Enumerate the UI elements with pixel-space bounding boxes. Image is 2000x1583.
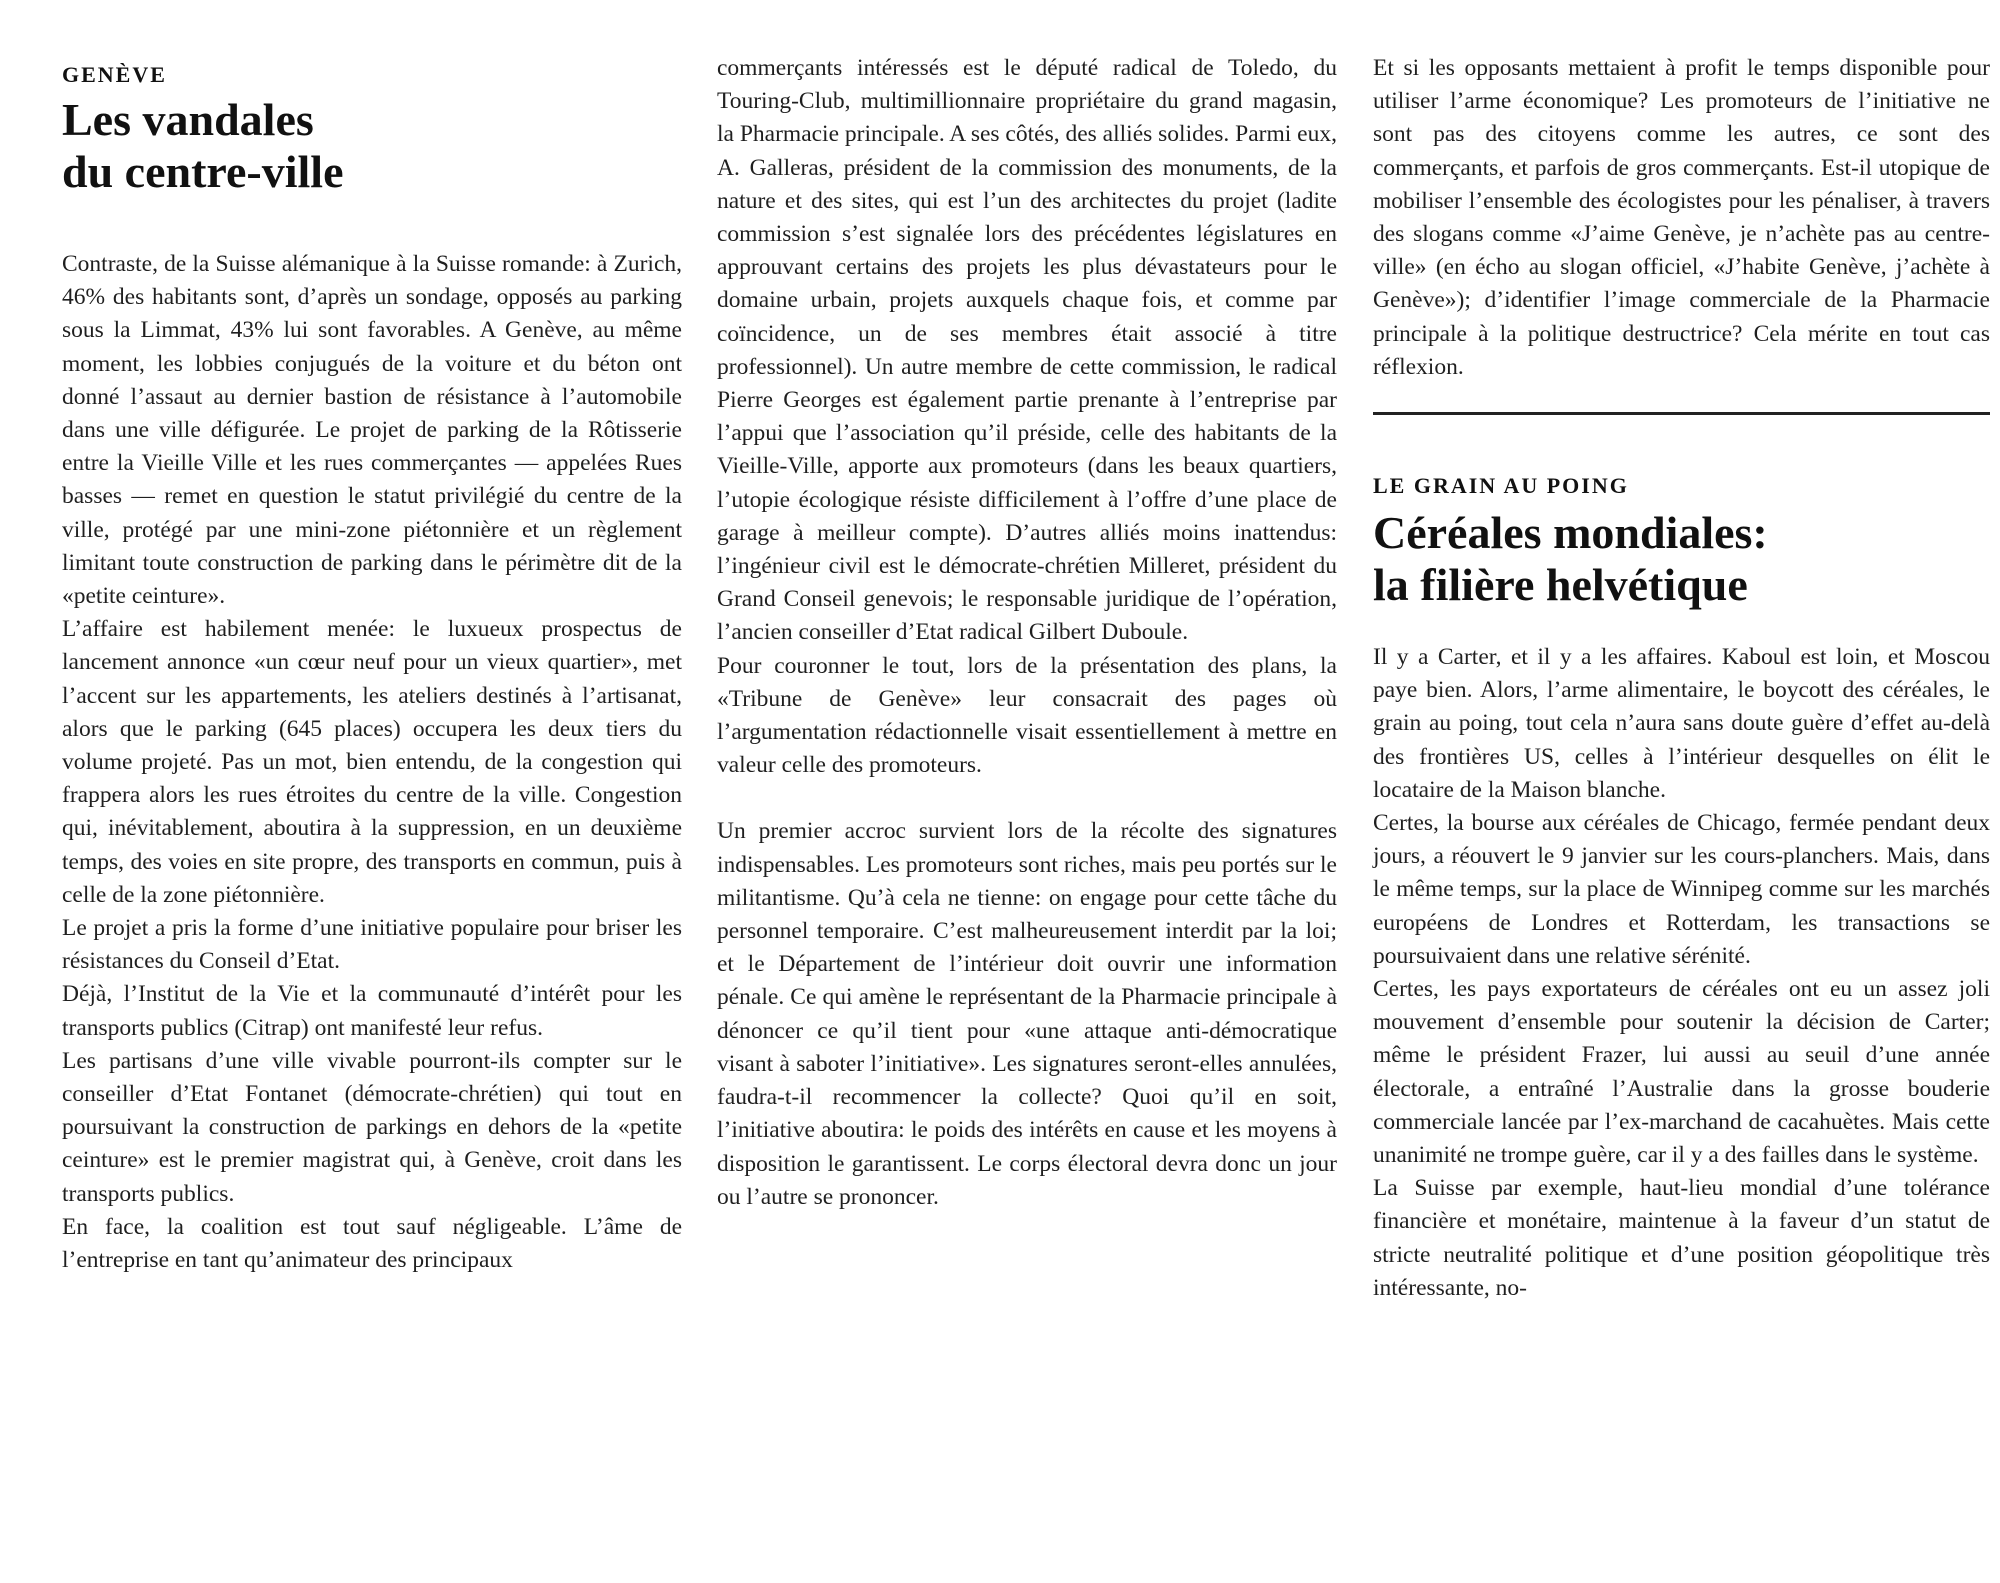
article-body <box>1373 52 1990 384</box>
paragraph: Pour couronner le tout, lors de la présentation des plans, la «Tribune de Genève» leur consacrait des pages où l’argumentation rédactionnelle visait essentiellement à mettre en valeur celle des promoteurs. <box>717 652 1337 779</box>
article-body <box>717 52 1337 1214</box>
paragraph: Certes, les pays exportateurs de céréales ont eu un assez joli mouvement d’ensemble pour soutenir la décision de Carter; même le président Frazer, lui aussi au seuil d’une année électorale, a entraîné l’Australie dans la grosse bouderie commerciale lancée par l’ex-marchand de cacahuètes. Mais cette unanimité ne trompe guère, car il y a des failles dans le système. <box>1373 976 1990 1169</box>
paragraph: Contraste, de la Suisse alémanique à la Suisse romande: à Zurich, 46% des habitants sont, d’après un sondage, opposés au parking sous la Limmat, 43% lui sont favorables. A Genève, au même moment, les lobbies conjugués de la voiture et du béton ont donné l’assaut au dernier bastion de résistance à l’automobile dans une ville défigurée. Le projet de parking de la Rôtisserie entre la Vieille Ville et les rues commerçantes — appelées Rues basses — remet en question le statut privilégié du centre de la ville, protégé par une mini-zone piétonnière et un règlement limitant toute construction de parking dans le périmètre dit de la «petite ceinture». <box>62 251 682 610</box>
headline-line: Céréales mondiales: <box>1373 507 1768 559</box>
paragraph: Et si les opposants mettaient à profit le temps disponible pour utiliser l’arme économique? Les promoteurs de l’initiative ne sont pas des citoyens comme les autres, ce sont des commerçants, et parfois de gros commerçants. Est-il utopique de mobiliser l’ensemble des écologistes pour les pénaliser, à travers des slogans comme «J’aime Genève, je n’achète pas au centre-ville» (en écho au slogan officiel, «J’habite Genève, j’achète à Genève»); d’identifier l’image commerciale de la Pharmacie principale à la politique destructrice? Cela mérite en tout cas réflexion. <box>1373 55 1990 380</box>
headline-line: Les vandales <box>62 94 314 145</box>
column-2 <box>717 52 1337 1214</box>
paragraph: Il y a Carter, et il y a les affaires. Kaboul est loin, et Moscou paye bien. Alors, l’arme alimentaire, le boycott des céréales, le grain au poing, tout cela n’aura sans doute guère d’effet au-delà des frontières US, celles à l’intérieur desquelles on élit le locataire de la Maison blanche. <box>1373 644 1990 803</box>
paragraph: En face, la coalition est tout sauf négligeable. L’âme de l’entreprise en tant qu’animateur des principaux <box>62 1213 682 1274</box>
paragraph: Un premier accroc survient lors de la récolte des signatures indispensables. Les promoteurs sont riches, mais peu portés sur le militantisme. Qu’à cela ne tienne: on engage pour cette tâche du personnel temporaire. C’est malheureusement interdit par la loi; et le Département de l’intérieur doit ouvrir une information pénale. Ce qui amène le représentant de la Pharmacie principale à dénoncer ce qu’il tient pour «une attaque anti-démocratique visant à saboter l’initiative». Les signatures seront-elles annulées, faudra-t-il recommencer la collecte? Quoi qu’il en soit, l’initiative aboutira: le poids des intérêts en cause et les moyens à disposition le garantissent. Le corps électoral devra donc un jour ou l’autre se prononcer. <box>717 818 1337 1210</box>
section-divider <box>1373 412 1990 415</box>
column-3 <box>1373 52 1990 1305</box>
paragraph: L’affaire est habilement menée: le luxueux prospectus de lancement annonce «un cœur neuf pour un vieux quartier», met l’accent sur les appartements, les ateliers destinés à l’artisanat, alors que le parking (645 places) occupera les deux tiers du volume projeté. Pas un mot, bien entendu, de la congestion qui frappera alors les rues étroites du centre de la ville. Congestion qui, inévitablement, aboutira à la suppression, en un deuxième temps, des voies en site propre, des transports en commun, puis à celle de la zone piétonnière. <box>62 616 682 908</box>
kicker-geneve: GENÈVE <box>62 62 167 87</box>
paragraph: commerçants intéressés est le député radical de Toledo, du Touring-Club, multimillionnaire propriétaire du grand magasin, la Pharmacie principale. A ses côtés, des alliés solides. Parmi eux, A. Galleras, président de la commission des monuments, de la nature et des sites, qui est l’un des architectes du projet (ladite commission s’est signalée lors des précédentes législatures en approuvant certains des projets les plus dévastateurs pour le domaine urbain, projets auxquels chaque fois, et comme par coïncidence, un de ses membres était associé à titre professionnel). Un autre membre de cette commission, le radical Pierre Georges est également partie prenante à l’entreprise par l’appui que l’association qu’il préside, celle des habitants de la Vieille-Ville, apporte aux promoteurs (dans les beaux quartiers, l’utopie écologique résiste difficilement à l’offre d’une place de garage à meilleur compte). D’autres alliés moins inattendus: l’ingénieur civil est le démocrate-chrétien Milleret, président du Grand Conseil genevois; le responsable juridique de l’opération, l’ancien conseiller d’Etat radical Gilbert Duboule. <box>717 55 1337 646</box>
column-1 <box>62 52 682 1277</box>
paragraph: Les partisans d’une ville vivable pourront-ils compter sur le conseiller d’Etat Fontanet (démocrate-chrétien) qui tout en poursuivant la construction de parkings en dehors de la «petite ceinture» est le premier magistrat qui, à Genève, croit dans les transports publics. <box>62 1047 682 1207</box>
headline-geneve <box>62 94 682 198</box>
article-body <box>1373 641 1990 1305</box>
paragraph: Certes, la bourse aux céréales de Chicago, fermée pendant deux jours, a réouvert le 9 janvier sur les cours-planchers. Mais, dans le même temps, sur la place de Winnipeg comme sur les marchés européens de Londres et Rotterdam, les transactions se poursuivaient dans une relative sérénité. <box>1373 810 1990 969</box>
headline-line: la filière helvétique <box>1373 559 1748 611</box>
paragraph-gap <box>717 782 1337 815</box>
headline-line: du centre-ville <box>62 146 344 197</box>
paragraph: Le projet a pris la forme d’une initiative populaire pour briser les résistances du Conseil d’Etat. <box>62 915 682 975</box>
headline-cereales <box>1373 507 1990 611</box>
paragraph: La Suisse par exemple, haut-lieu mondial d’une tolérance financière et monétaire, maintenue à la faveur d’un statut de stricte neutralité politique et d’une position géopolitique très intéressante, no- <box>1373 1175 1990 1301</box>
kicker-grain: LE GRAIN AU POING <box>1373 473 1629 499</box>
article-body <box>62 248 682 1277</box>
paragraph: Déjà, l’Institut de la Vie et la communauté d’intérêt pour les transports publics (Citrap) ont manifesté leur refus. <box>62 981 682 1041</box>
